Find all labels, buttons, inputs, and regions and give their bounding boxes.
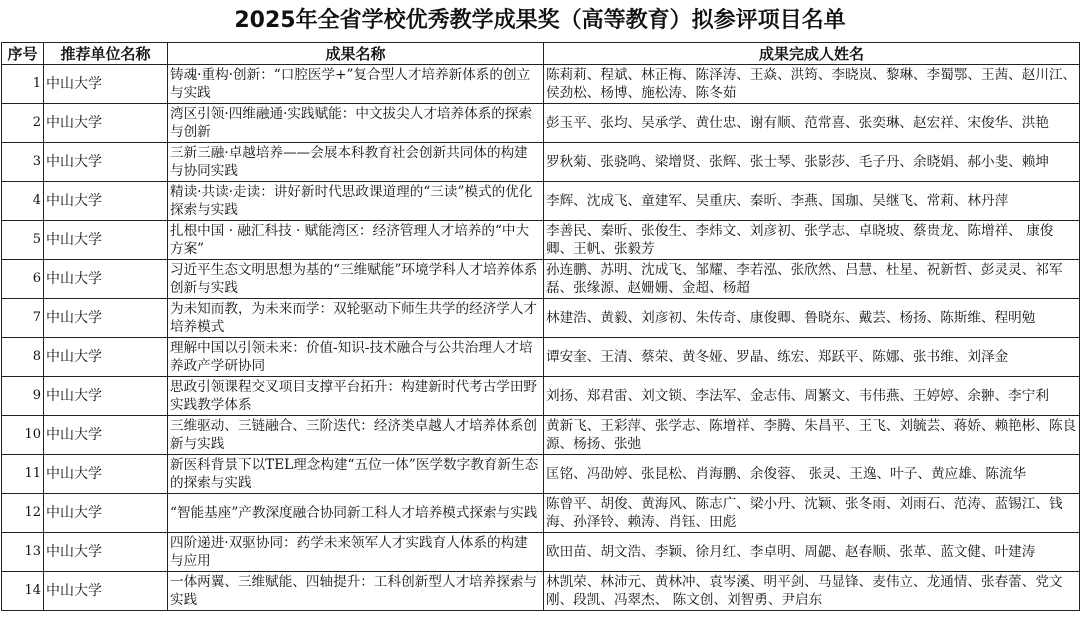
achievement-name: 四阶递进·双驱协同：药学未来领军人才实践育人体系的构建与应用 — [168, 533, 544, 572]
table-row — [2, 182, 1080, 221]
achievement-name: 湾区引领·四维融通·实践赋能：中文拔尖人才培养体系的探索与创新 — [168, 104, 544, 143]
table-row — [2, 572, 1080, 611]
table-row — [2, 143, 1080, 182]
table-row — [2, 104, 1080, 143]
header-achievement: 成果名称 — [168, 43, 544, 65]
completers-names: 陈莉莉、程斌、林正梅、陈泽涛、王焱、洪筠、李晓岚、黎琳、李蜀鄂、王茜、赵川江、侯劲松、杨博、施松涛、陈冬茹 — [544, 65, 1080, 104]
achievement-name: 精读·共读·走读：讲好新时代思政课道理的“三读”模式的优化探索与实践 — [168, 182, 544, 221]
recommending-unit: 中山大学 — [44, 494, 168, 533]
row-number: 10 — [2, 416, 44, 455]
table-header-row — [2, 43, 1080, 65]
table-body — [2, 65, 1080, 611]
completers-names: 罗秋菊、张骁鸣、梁增贤、张辉、张士琴、张影莎、毛子丹、余晓娟、郝小斐、赖坤 — [544, 143, 1080, 182]
table-row — [2, 221, 1080, 260]
recommending-unit: 中山大学 — [44, 65, 168, 104]
completers-names: 李善民、秦昕、张俊生、李炜文、刘彦初、张学志、卓晓坡、蔡贵龙、陈增祥、 康俊卿、王帆、张毅芳 — [544, 221, 1080, 260]
completers-names: 刘扬、郑君雷、刘文锁、李法军、金志伟、周繁文、韦伟燕、王婷婷、余翀、李宁利 — [544, 377, 1080, 416]
achievement-name: 三维驱动、三链融合、三阶迭代：经济类卓越人才培养体系创新与实践 — [168, 416, 544, 455]
achievement-name: 理解中国以引领未来：价值-知识-技术融合与公共治理人才培养政产学研协同 — [168, 338, 544, 377]
header-no: 序号 — [2, 43, 44, 65]
row-number: 4 — [2, 182, 44, 221]
row-number: 8 — [2, 338, 44, 377]
recommending-unit: 中山大学 — [44, 377, 168, 416]
recommending-unit: 中山大学 — [44, 221, 168, 260]
table-row — [2, 533, 1080, 572]
project-table — [1, 42, 1080, 611]
row-number: 6 — [2, 260, 44, 299]
row-number: 1 — [2, 65, 44, 104]
table-row — [2, 377, 1080, 416]
completers-names: 孙连鹏、苏明、沈成飞、邹耀、李若泓、张欣然、吕慧、杜星、祝新哲、彭灵灵、祁军磊、张缘源、赵姗姗、金超、杨超 — [544, 260, 1080, 299]
completers-names: 林建浩、黄毅、刘彦初、朱传奇、康俊卿、鲁晓东、戴芸、杨扬、陈斯维、程明勉 — [544, 299, 1080, 338]
recommending-unit: 中山大学 — [44, 260, 168, 299]
recommending-unit: 中山大学 — [44, 299, 168, 338]
recommending-unit: 中山大学 — [44, 338, 168, 377]
recommending-unit: 中山大学 — [44, 182, 168, 221]
completers-names: 彭玉平、张均、吴承学、黄仕忠、谢有顺、范常喜、张奕琳、赵宏祥、宋俊华、洪艳 — [544, 104, 1080, 143]
completers-names: 林凯荣、林沛元、黄林冲、袁岑溪、明平剑、马显锋、麦伟立、龙通情、张春蕾、党文刚、段凯、冯翠杰、 陈文创、刘智勇、尹启东 — [544, 572, 1080, 611]
row-number: 13 — [2, 533, 44, 572]
row-number: 5 — [2, 221, 44, 260]
recommending-unit: 中山大学 — [44, 143, 168, 182]
table-row — [2, 299, 1080, 338]
header-unit: 推荐单位名称 — [44, 43, 168, 65]
table-row — [2, 455, 1080, 494]
achievement-name: 铸魂·重构·创新：“口腔医学+”复合型人才培养新体系的创立与实践 — [168, 65, 544, 104]
recommending-unit: 中山大学 — [44, 455, 168, 494]
completers-names: 匡铭、冯劭婷、张昆松、肖海鹏、余俊蓉、 张灵、王逸、叶子、黄应雄、陈流华 — [544, 455, 1080, 494]
row-number: 9 — [2, 377, 44, 416]
achievement-name: 习近平生态文明思想为基的“三维赋能”环境学科人才培养体系创新与实践 — [168, 260, 544, 299]
achievement-name: 为未知而教，为未来而学：双轮驱动下师生共学的经济学人才培养模式 — [168, 299, 544, 338]
row-number: 14 — [2, 572, 44, 611]
achievement-name: 一体两翼、三维赋能、四轴提升：工科创新型人才培养探索与实践 — [168, 572, 544, 611]
table-row — [2, 65, 1080, 104]
table-row — [2, 416, 1080, 455]
row-number: 7 — [2, 299, 44, 338]
achievement-name: 思政引领课程交叉项目支撑平台拓升：构建新时代考古学田野实践教学体系 — [168, 377, 544, 416]
achievement-name: 扎根中国 · 融汇科技 · 赋能湾区：经济管理人才培养的“中大方案” — [168, 221, 544, 260]
completers-names: 陈曾平、胡俊、黄海风、陈志广、梁小丹、沈颖、张冬雨、刘雨石、范涛、蓝锡江、钱海、孙泽铃、赖涛、肖钰、田彪 — [544, 494, 1080, 533]
completers-names: 黄新飞、王彩萍、张学志、陈增祥、李腾、朱昌平、王飞、刘毓芸、蒋娇、赖艳彬、陈良源、杨扬、张弛 — [544, 416, 1080, 455]
row-number: 11 — [2, 455, 44, 494]
row-number: 12 — [2, 494, 44, 533]
table-row — [2, 494, 1080, 533]
recommending-unit: 中山大学 — [44, 572, 168, 611]
recommending-unit: 中山大学 — [44, 416, 168, 455]
completers-names: 谭安奎、王清、蔡荣、黄冬娅、罗晶、练宏、郑跃平、陈娜、张书维、刘泽金 — [544, 338, 1080, 377]
completers-names: 李辉、沈成飞、童建军、吴重庆、秦昕、李燕、国珈、吴继飞、常莉、林丹萍 — [544, 182, 1080, 221]
table-row — [2, 260, 1080, 299]
completers-names: 欧田苗、胡文浩、李颖、徐月红、李卓明、周勰、赵春顺、张革、蓝文健、叶建涛 — [544, 533, 1080, 572]
row-number: 3 — [2, 143, 44, 182]
achievement-name: 新医科背景下以TEL理念构建“五位一体”医学数字教育新生态的探索与实践 — [168, 455, 544, 494]
recommending-unit: 中山大学 — [44, 533, 168, 572]
achievement-name: 三新三融·卓越培养——会展本科教育社会创新共同体的构建与协同实践 — [168, 143, 544, 182]
achievement-name: “智能基座”产教深度融合协同新工科人才培养模式探索与实践 — [168, 494, 544, 533]
recommending-unit: 中山大学 — [44, 104, 168, 143]
table-row — [2, 338, 1080, 377]
header-people: 成果完成人姓名 — [544, 43, 1080, 65]
page-title: 2025年全省学校优秀教学成果奖（高等教育）拟参评项目名单 — [234, 8, 846, 33]
row-number: 2 — [2, 104, 44, 143]
